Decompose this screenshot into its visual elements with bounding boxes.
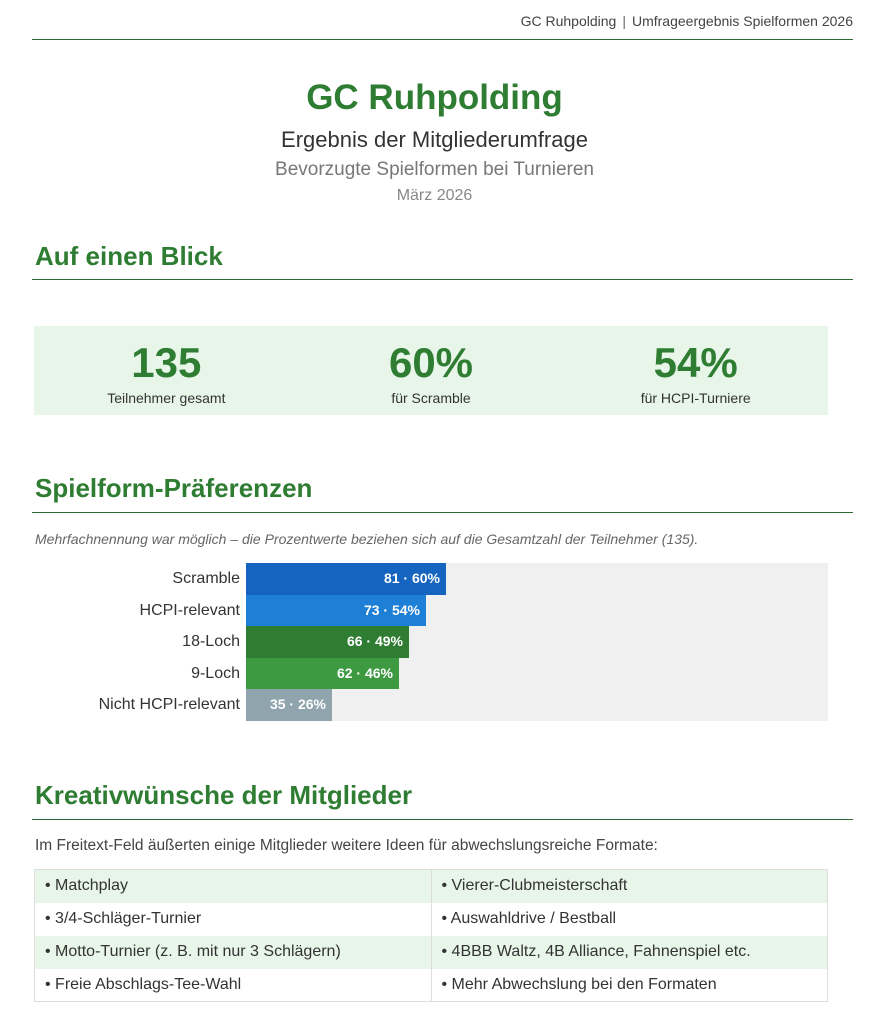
bar-track (246, 658, 828, 690)
bar-category-label: Nicht HCPI-relevant (98, 696, 240, 714)
bar-track (246, 626, 828, 658)
bar-row (34, 595, 828, 627)
bar (246, 626, 409, 658)
bar-category-label: 18-Loch (182, 633, 240, 651)
kpi-value: 54% (653, 339, 738, 386)
section-heading-overview: Auf einen Blick (32, 241, 853, 280)
bar-data-label: 66 · 49% (346, 633, 403, 650)
bar-data-label: 73 · 54% (363, 601, 420, 618)
bar (246, 689, 332, 721)
bar (246, 595, 426, 627)
kpi-value: 135 (131, 339, 202, 386)
table-row (35, 870, 828, 903)
bar-track (246, 563, 828, 595)
bar-row (34, 689, 828, 721)
bar-category-label: Scramble (172, 570, 240, 587)
wish-item: • Matchplay (35, 870, 432, 903)
bar-category-label: HCPI-relevant (139, 601, 240, 619)
bar-data-label: 35 · 26% (269, 696, 326, 713)
kpi-label: Teilnehmer gesamt (107, 390, 226, 406)
wish-item: • Freie Abschlags-Tee-Wahl (35, 969, 432, 1002)
bar-row (34, 658, 828, 690)
kpi-value: 60% (388, 339, 474, 386)
bar-row (34, 626, 828, 658)
kpi-participants (34, 326, 299, 415)
wishes-table (34, 869, 828, 1002)
section-heading-wishes: Kreativwünsche der Mitglieder (32, 780, 853, 820)
kpi-label: für HCPI-Turniere (640, 390, 751, 406)
report-date: März 2026 (396, 187, 473, 204)
page-subsubtitle: Bevorzugte Spielformen bei Turnieren (275, 159, 594, 180)
preferences-bar-chart (34, 563, 828, 721)
kpi-hcpi (563, 326, 828, 415)
wish-item: • Auswahldrive / Bestball (431, 903, 828, 936)
wish-item: • 4BBB Waltz, 4B Alliance, Fahnenspiel etc. (431, 936, 828, 969)
kpi-scramble (299, 326, 564, 415)
table-row (35, 969, 828, 1002)
header-club: GC Ruhpolding (520, 13, 617, 29)
bar-data-label: 81 · 60% (383, 570, 440, 586)
wish-item: • Motto-Turnier (z. B. mit nur 3 Schlägern) (35, 936, 432, 969)
bar (246, 658, 399, 690)
table-row (35, 936, 828, 969)
bar-row (34, 563, 828, 595)
kpi-label: für Scramble (391, 390, 471, 406)
wish-item: • Vierer-Clubmeisterschaft (431, 870, 828, 903)
bar-data-label: 62 · 46% (336, 664, 393, 681)
bar (246, 563, 446, 595)
bar-category-label: 9-Loch (191, 664, 240, 682)
wishes-intro: Im Freitext-Feld äußerten einige Mitglieder weitere Ideen für abwechslungsreiche Formate: (35, 837, 658, 854)
wish-item: • Mehr Abwechslung bei den Formaten (431, 969, 828, 1002)
wish-item: • 3/4-Schläger-Turnier (35, 903, 432, 936)
page-header (32, 13, 853, 40)
section-heading-preferences: Spielform-Präferenzen (32, 473, 853, 513)
table-row (35, 903, 828, 936)
header-doc-title: Umfrageergebnis Spielformen 2026 (631, 13, 853, 29)
bar-track (246, 689, 828, 721)
title-block (0, 78, 869, 205)
header-separator: | (622, 13, 626, 29)
bar-track (246, 595, 828, 627)
page-title: GC Ruhpolding (306, 78, 563, 117)
page-subtitle: Ergebnis der Mitgliederumfrage (281, 127, 588, 152)
kpi-panel (34, 326, 828, 415)
preferences-note: Mehrfachnennung war möglich – die Prozentwerte beziehen sich auf die Gesamtzahl der Teilnehmer (135). (35, 531, 699, 547)
